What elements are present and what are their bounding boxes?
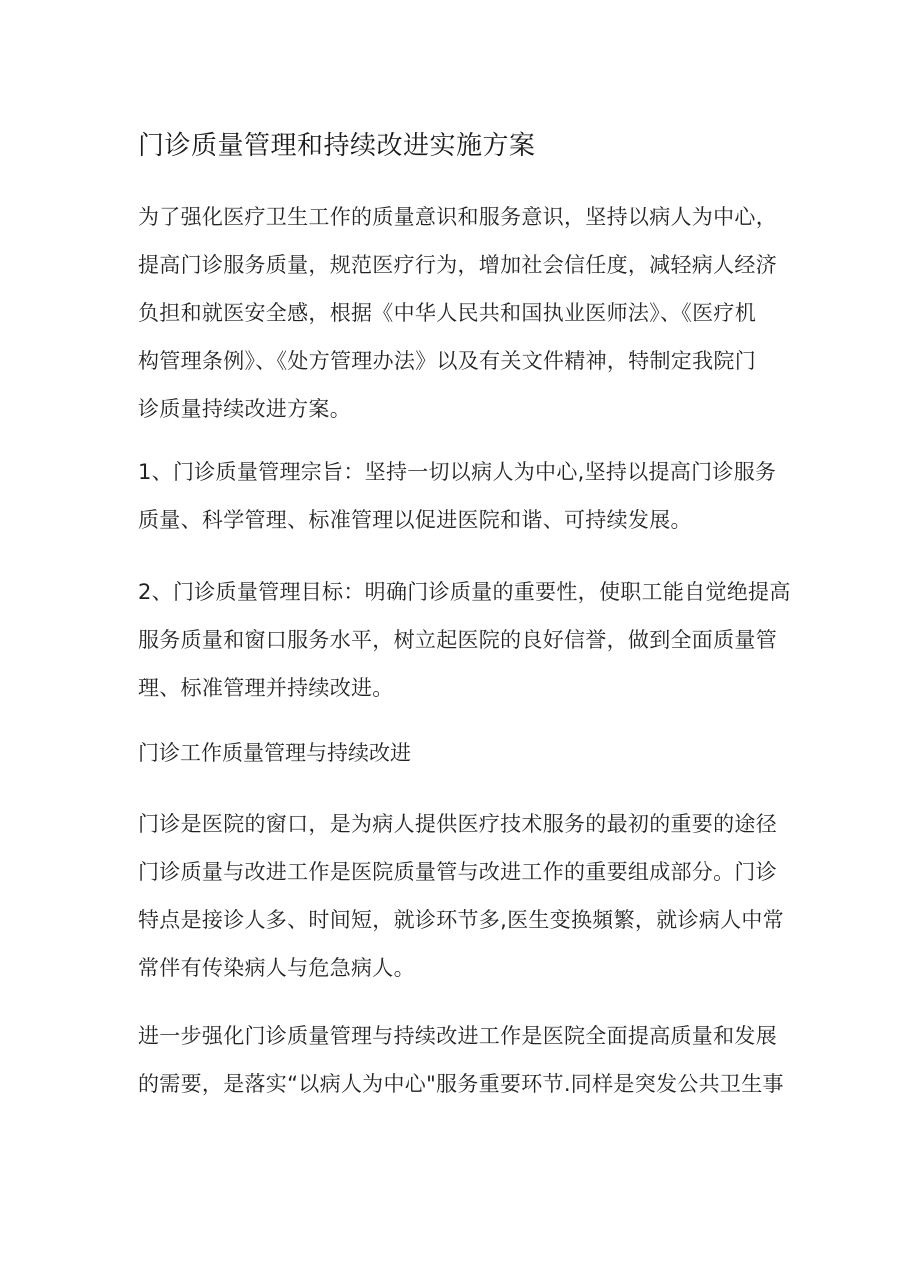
section-subheading: 门诊工作质量管理与持续改进 [138,741,411,765]
window-line: 常伴有传染病人与危急病人。 [138,956,415,980]
item-2-line: 理、标准管理并持续改进。 [138,676,394,700]
intro-line: 提高门诊服务质量，规范医疗行为，增加社会信任度，减轻病人经济 [138,253,777,277]
item-1-paragraph [138,448,778,544]
window-paragraph [138,800,784,992]
improvement-line: 进一步强化门诊质量管理与持续改进工作是医院全面提高质量和发展 [138,1024,777,1048]
intro-line: 负担和就医安全感，根据《中华人民共和国执业医师法》、《医疗机 [138,301,756,325]
item-2-line: 服务质量和窗口服务水平，树立起医院的良好信誉，做到全面质量管 [138,628,777,652]
intro-line: 构管理条例》、《处方管理办法》以及有关文件精神，特制定我院门 [138,349,756,373]
window-line: 特点是接诊人多、时间短，就诊环节多,医生变换頻繁，就诊病人中常 [138,908,784,932]
improvement-line: 的需要，是落实“以病人为中心"服务重要环节.同样是突发公共卫生事 [138,1072,784,1096]
intro-line: 为了强化医疗卫生工作的质量意识和服务意识，坚持以病人为中心， [138,205,777,229]
window-line: 门诊是医院的窗口，是为病人提供医疗技术服务的最初的重要的途径 [138,812,777,836]
item-2-line: 2、门诊质量管理目标：明确门诊质量的重要性，使职工能自觉绝提高 [138,580,791,604]
document-title: 门诊质量管理和持续改进实施方案 [138,131,536,161]
intro-line: 诊质量持续改进方案。 [138,397,351,421]
intro-paragraph [138,193,778,433]
improvement-paragraph [138,1012,784,1108]
item-1-line: 1、门诊质量管理宗旨：坚持一切以病人为中心,坚持以提高门诊服务 [138,460,777,484]
item-2-paragraph [138,568,791,712]
window-line: 门诊质量与改进工作是医院质量管与改进工作的重要组成部分。门诊 [138,860,777,884]
item-1-line: 质量、科学管理、标准管理以促进医院和谐、可持续发展。 [138,508,692,532]
